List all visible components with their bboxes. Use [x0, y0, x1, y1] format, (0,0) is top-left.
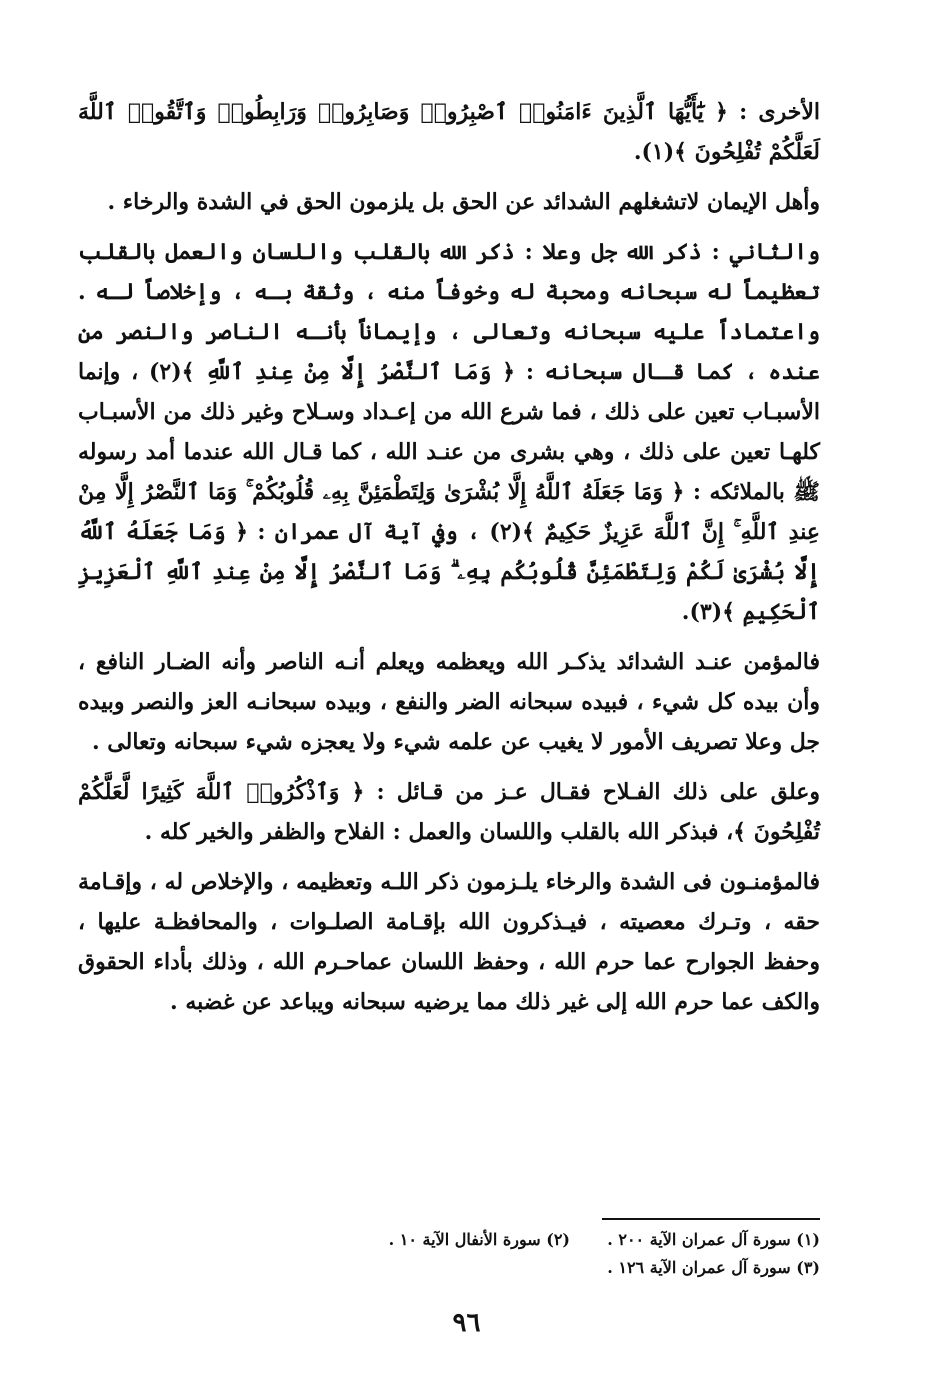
main-text: [78, 92, 820, 1032]
paragraph-verse-continuation: الأخرى : ﴿ يَٰٓأَيُّهَا ٱلَّذِينَ ءَامَنُوا۟ ٱصْبِرُوا۟ وَصَابِرُوا۟ وَرَابِطُوا۟ وَٱتَّقُوا۟ ٱللَّهَ لَعَلَّكُمْ تُفْلِحُونَ ﴾(١).: [78, 99, 820, 165]
footnote-divider: [602, 1218, 820, 1220]
footnotes: [120, 1218, 820, 1282]
page-number: ٩٦: [452, 1308, 481, 1338]
footnote-1: (١) سورة آل عمران الآية ٢٠٠ .: [607, 1230, 820, 1249]
paragraph-second-point: والثاني : ذكر الله جل وعلا : ذكر الله بالقلب واللسان والعمل بالقلب تعظيماً له سبحانه ومحبة له وخوفاً منه ، وثقة بـه ، وإخلاصاً لـه . واعتماداً عليه سبحانه وتعالى ، وإيماناً بأنـه الناصر والنصر من عنده ، كما قـال سبحانه : ﴿ وَمَا ٱلنَّصْرُ إِلَّا مِنْ عِندِ ٱللَّهِ ﴾(٢) ، وإنما الأسبـاب تعين على ذلك ، فما شرع الله من إعـداد وسـلاح وغير ذلك من الأسبـاب كلهـا تعين على ذلك ، وهي بشرى من عنـد الله ، كما قـال الله عندما أمد رسوله ﷺ بالملائكه : ﴿ وَمَا جَعَلَهُ ٱللَّهُ إِلَّا بُشْرَىٰ وَلِتَطْمَئِنَّ بِهِۦ قُلُوبُكُمْ ۚ وَمَا ٱلنَّصْرُ إِلَّا مِنْ عِندِ ٱللَّهِ ۚ إِنَّ ٱللَّهَ عَزِيزٌ حَكِيمٌ ﴾(٢) ، وفي آية آل عمران : ﴿ وَمَا جَعَلَهُ ٱللَّهُ إِلَّا بُشْرَىٰ لَكُمْ وَلِتَطْمَئِنَّ قُلُوبُكُم بِهِۦ ۗ وَمَا ٱلنَّصْرُ إِلَّا مِنْ عِندِ ٱللَّهِ ٱلْعَزِيزِ ٱلْحَكِيمِ ﴾(٣).: [78, 239, 820, 625]
footnote-3: (٣) سورة آل عمران الآية ١٢٦ .: [607, 1258, 820, 1277]
footnote-row: [120, 1254, 820, 1282]
paragraph-believer-in-hardship: فالمؤمن عنـد الشدائد يذكـر الله ويعظمه ويعلم أنـه الناصر وأنه الضـار النافع ، وأن بيده كل شيء ، فبيده سبحانه الضر والنفع ، وبيده سبحانـه العز والنصر وبيده جل وعلا تصريف الأمور لا يغيب عن علمه شيء ولا يعجزه شيء سبحانه وتعالى .: [78, 649, 820, 755]
footnote-2: (٢) سورة الأنفال الآية ١٠ .: [388, 1230, 570, 1249]
paragraph-believers-remembrance: فالمؤمنـون فى الشدة والرخاء يلـزمون ذكر اللـه وتعظيمه ، والإخلاص له ، وإقـامة حقه ، وتـرك معصيته ، فيـذكرون الله بإقـامة الصلـوات ، والمحافظـة عليها ، وحفظ الجوارح عما حرم الله ، وحفظ اللسان عماحـرم الله ، وذلك بأداء الحقوق والكف عما حرم الله إلى غير ذلك مما يرضيه سبحانه ويباعد عن غضبه .: [78, 869, 820, 1015]
footnote-row: [120, 1226, 820, 1254]
paragraph-people-of-faith: وأهل الإيمان لاتشغلهم الشدائد عن الحق بل يلزمون الحق في الشدة والرخاء .: [107, 189, 820, 215]
paragraph-success: وعلق على ذلك الفـلاح فقـال عـز من قـائل : ﴿ وَٱذْكُرُوا۟ ٱللَّهَ كَثِيرًا لَّعَلَّكُمْ تُفْلِحُونَ ﴾، فبذكر الله بالقلب واللسان والعمل : الفلاح والظفر والخير كله .: [78, 779, 820, 845]
